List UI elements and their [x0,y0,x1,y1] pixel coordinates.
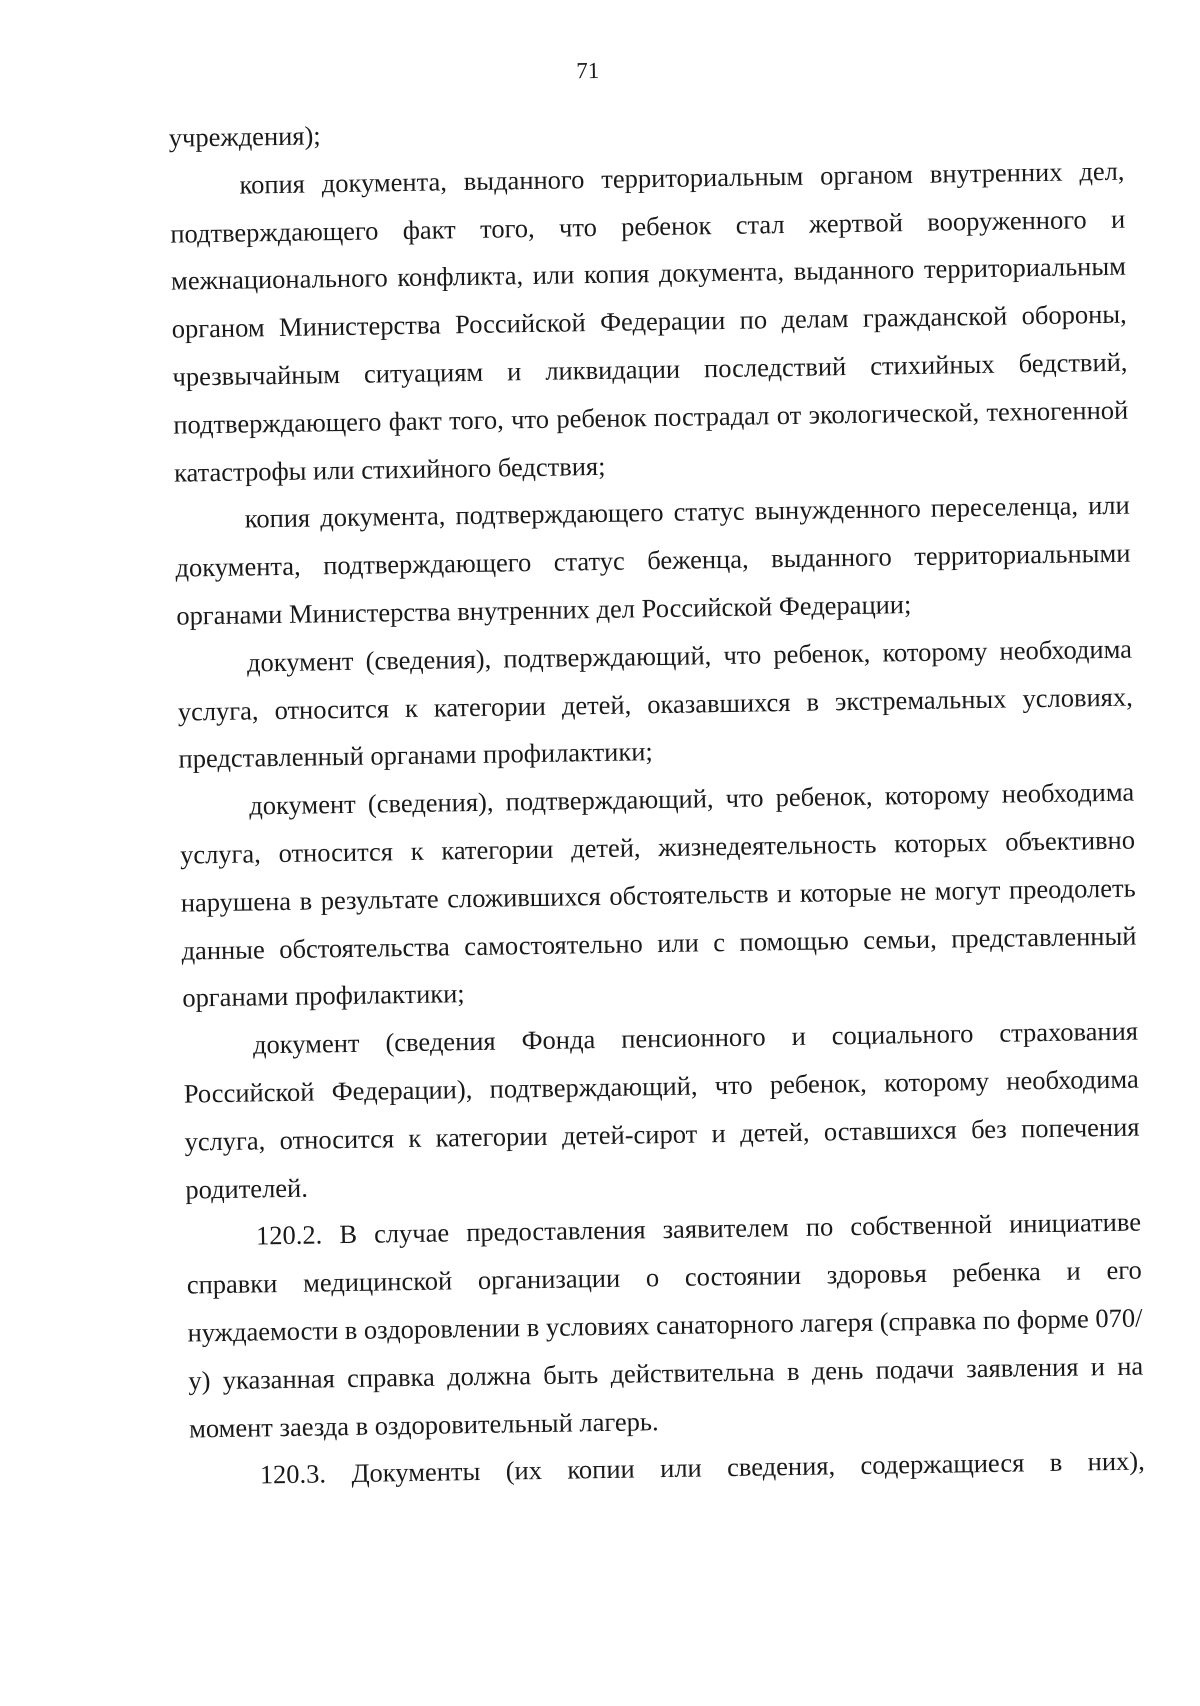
paragraph-disrupted-life-document: документ (сведения), подтверждающий, что ребенок, которому необходима услуга, относится к категории детей, жизнедеятельность которых объективно нарушена в результате сложившихся обстоятельств и которые не могут преодолеть данные обстоятельства самостоятельно или с помощью семьи, представленный органами профилактики; [179,776,1137,1013]
paragraph-extreme-conditions-document: документ (сведения), подтверждающий, что ребенок, которому необходима услуга, относится к категории детей, оказавшихся в экстремальных условиях, представленный органами профилактики; [177,633,1133,774]
paragraph-orphan-status-document: документ (сведения Фонда пенсионного и социального страхования Российской Федерации), подтверждающий, что ребенок, которому необходима услуга, относится к категории детей-сирот и детей, оставшихся без попечения родителей. [183,1015,1140,1205]
paragraph-continuation: учреждения); [168,120,321,153]
document-body [168,100,1145,1501]
paragraph-internal-affairs-document: копия документа, выданного территориальным органом внутренних дел, подтверждающего факт того, что ребенок стал жертвой вооруженного и межнационального конфликта, или копия документа, выданного территориальным органом Министерства Российской Федерации по делам гражданской обороны, чрезвычайным ситуациям и ликвидации последствий стихийных бедствий, подтверждающего факт того, что ребенок пострадал от экологической, техногенной катастрофы или стихийного бедствия; [170,155,1129,488]
paragraph-120-2: 120.2. В случае предоставления заявителем по собственной инициативе справки медицинской организации о состоянии здоровья ребенка и его нуждаемости в оздоровлении в условиях санаторного лагеря (справка по форме 070/у) указанная справка должна быть действительна в день подачи заявления и на момент заезда в оздоровительный лагерь. [186,1206,1144,1444]
paragraph-120-3: 120.3. Документы (их копии или сведения, содержащиеся в них), [259,1445,1145,1490]
page-number: 71 [576,57,600,84]
paragraph-displaced-person-document: копия документа, подтверждающего статус вынужденного переселенца, или документа, подтверждающего статус беженца, выданного территориальными органами Министерства внутренних дел Российской Федерации; [175,490,1131,631]
